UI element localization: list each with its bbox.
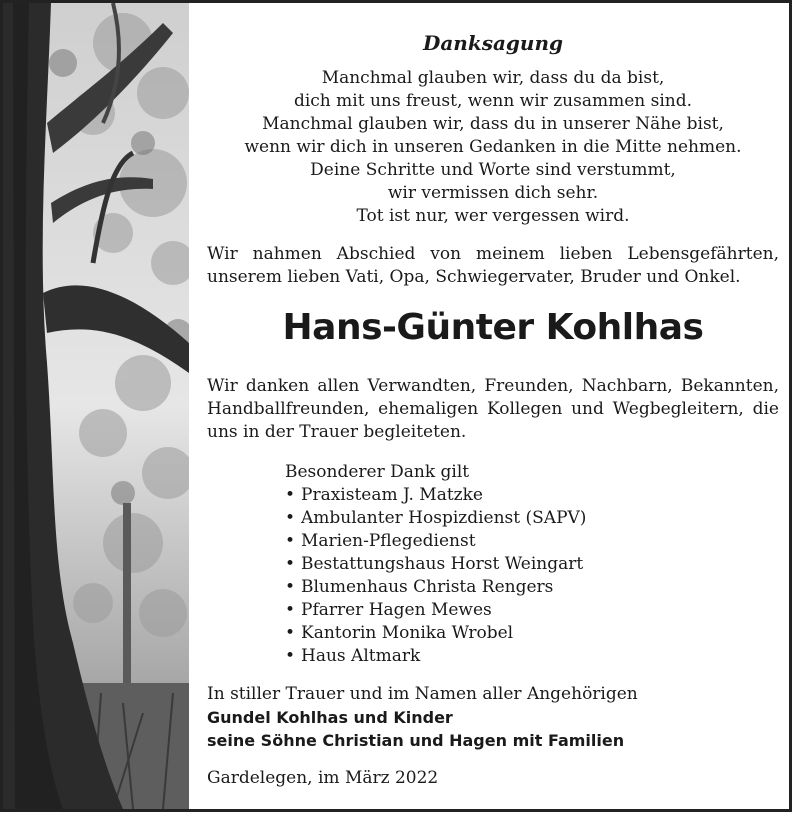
- bullet-icon: •: [285, 577, 296, 597]
- poem-line: dich mit uns freust, wenn wir zusammen sind.: [293, 91, 693, 111]
- place-date: Gardelegen, im März 2022: [207, 768, 439, 788]
- list-item-label: Blumenhaus Christa Rengers: [301, 577, 554, 597]
- list-item-label: Kantorin Monika Wrobel: [301, 623, 514, 643]
- list-item: [285, 622, 755, 645]
- thanks-line: Handballfreunden, ehemaligen Kollegen und Wegbegleitern, die: [207, 399, 779, 419]
- bullet-icon: •: [285, 646, 296, 666]
- bullet-icon: •: [285, 485, 296, 505]
- deceased-name: Hans-Günter Kohlhas: [282, 307, 704, 348]
- list-item: [285, 553, 755, 576]
- tree-image-icon: [3, 3, 189, 809]
- list-item: [285, 599, 755, 622]
- poem-line: Manchmal glauben wir, dass du in unserer Nähe bist,: [262, 114, 724, 134]
- bullet-icon: •: [285, 554, 296, 574]
- bullet-icon: •: [285, 600, 296, 620]
- farewell-line: unserem lieben Vati, Opa, Schwiegervater, Bruder und Onkel.: [207, 267, 741, 287]
- bullet-icon: •: [285, 531, 296, 551]
- list-item-label: Marien-Pflegedienst: [301, 531, 476, 551]
- closing-text: [207, 683, 779, 752]
- list-item-label: Ambulanter Hospizdienst (SAPV): [301, 508, 587, 528]
- family-names: seine Söhne Christian und Hagen mit Familien: [207, 731, 625, 750]
- poem-line: Tot ist nur, wer vergessen wird.: [356, 206, 630, 226]
- thanks-line: Wir danken allen Verwandten, Freunden, Nachbarn, Bekannten,: [207, 376, 779, 396]
- bullet-icon: •: [285, 508, 296, 528]
- farewell-line: Wir nahmen Abschied von meinem lieben Lebensgefährten,: [207, 244, 779, 264]
- list-item: [285, 645, 755, 668]
- thanks-text: [207, 375, 779, 444]
- heading: Danksagung: [423, 31, 563, 55]
- special-thanks-intro: Besonderer Dank gilt: [285, 462, 470, 482]
- poem-line: wenn wir dich in unseren Gedanken in die Mitte nehmen.: [244, 137, 742, 157]
- list-item-label: Bestattungshaus Horst Weingart: [301, 554, 584, 574]
- list-item-label: Haus Altmark: [301, 646, 421, 666]
- list-item: [285, 507, 755, 530]
- poem-line: Deine Schritte und Worte sind verstummt,: [310, 160, 676, 180]
- special-thanks-list: [285, 484, 755, 668]
- farewell-text: [207, 243, 779, 289]
- list-item-label: Praxisteam J. Matzke: [301, 485, 483, 505]
- list-item: [285, 576, 755, 599]
- list-item: [285, 484, 755, 507]
- poem-line: wir vermissen dich sehr.: [387, 183, 599, 203]
- poem-line: Manchmal glauben wir, dass du da bist,: [321, 68, 665, 88]
- list-item-label: Pfarrer Hagen Mewes: [301, 600, 492, 620]
- thanks-line: uns in der Trauer begleiteten.: [207, 422, 467, 442]
- special-thanks: [285, 461, 755, 668]
- family-names: Gundel Kohlhas und Kinder: [207, 708, 453, 727]
- closing-line: In stiller Trauer und im Namen aller Angehörigen: [207, 684, 638, 704]
- bullet-icon: •: [285, 623, 296, 643]
- list-item: [285, 530, 755, 553]
- tree-photo: [3, 3, 189, 809]
- poem: [207, 67, 779, 228]
